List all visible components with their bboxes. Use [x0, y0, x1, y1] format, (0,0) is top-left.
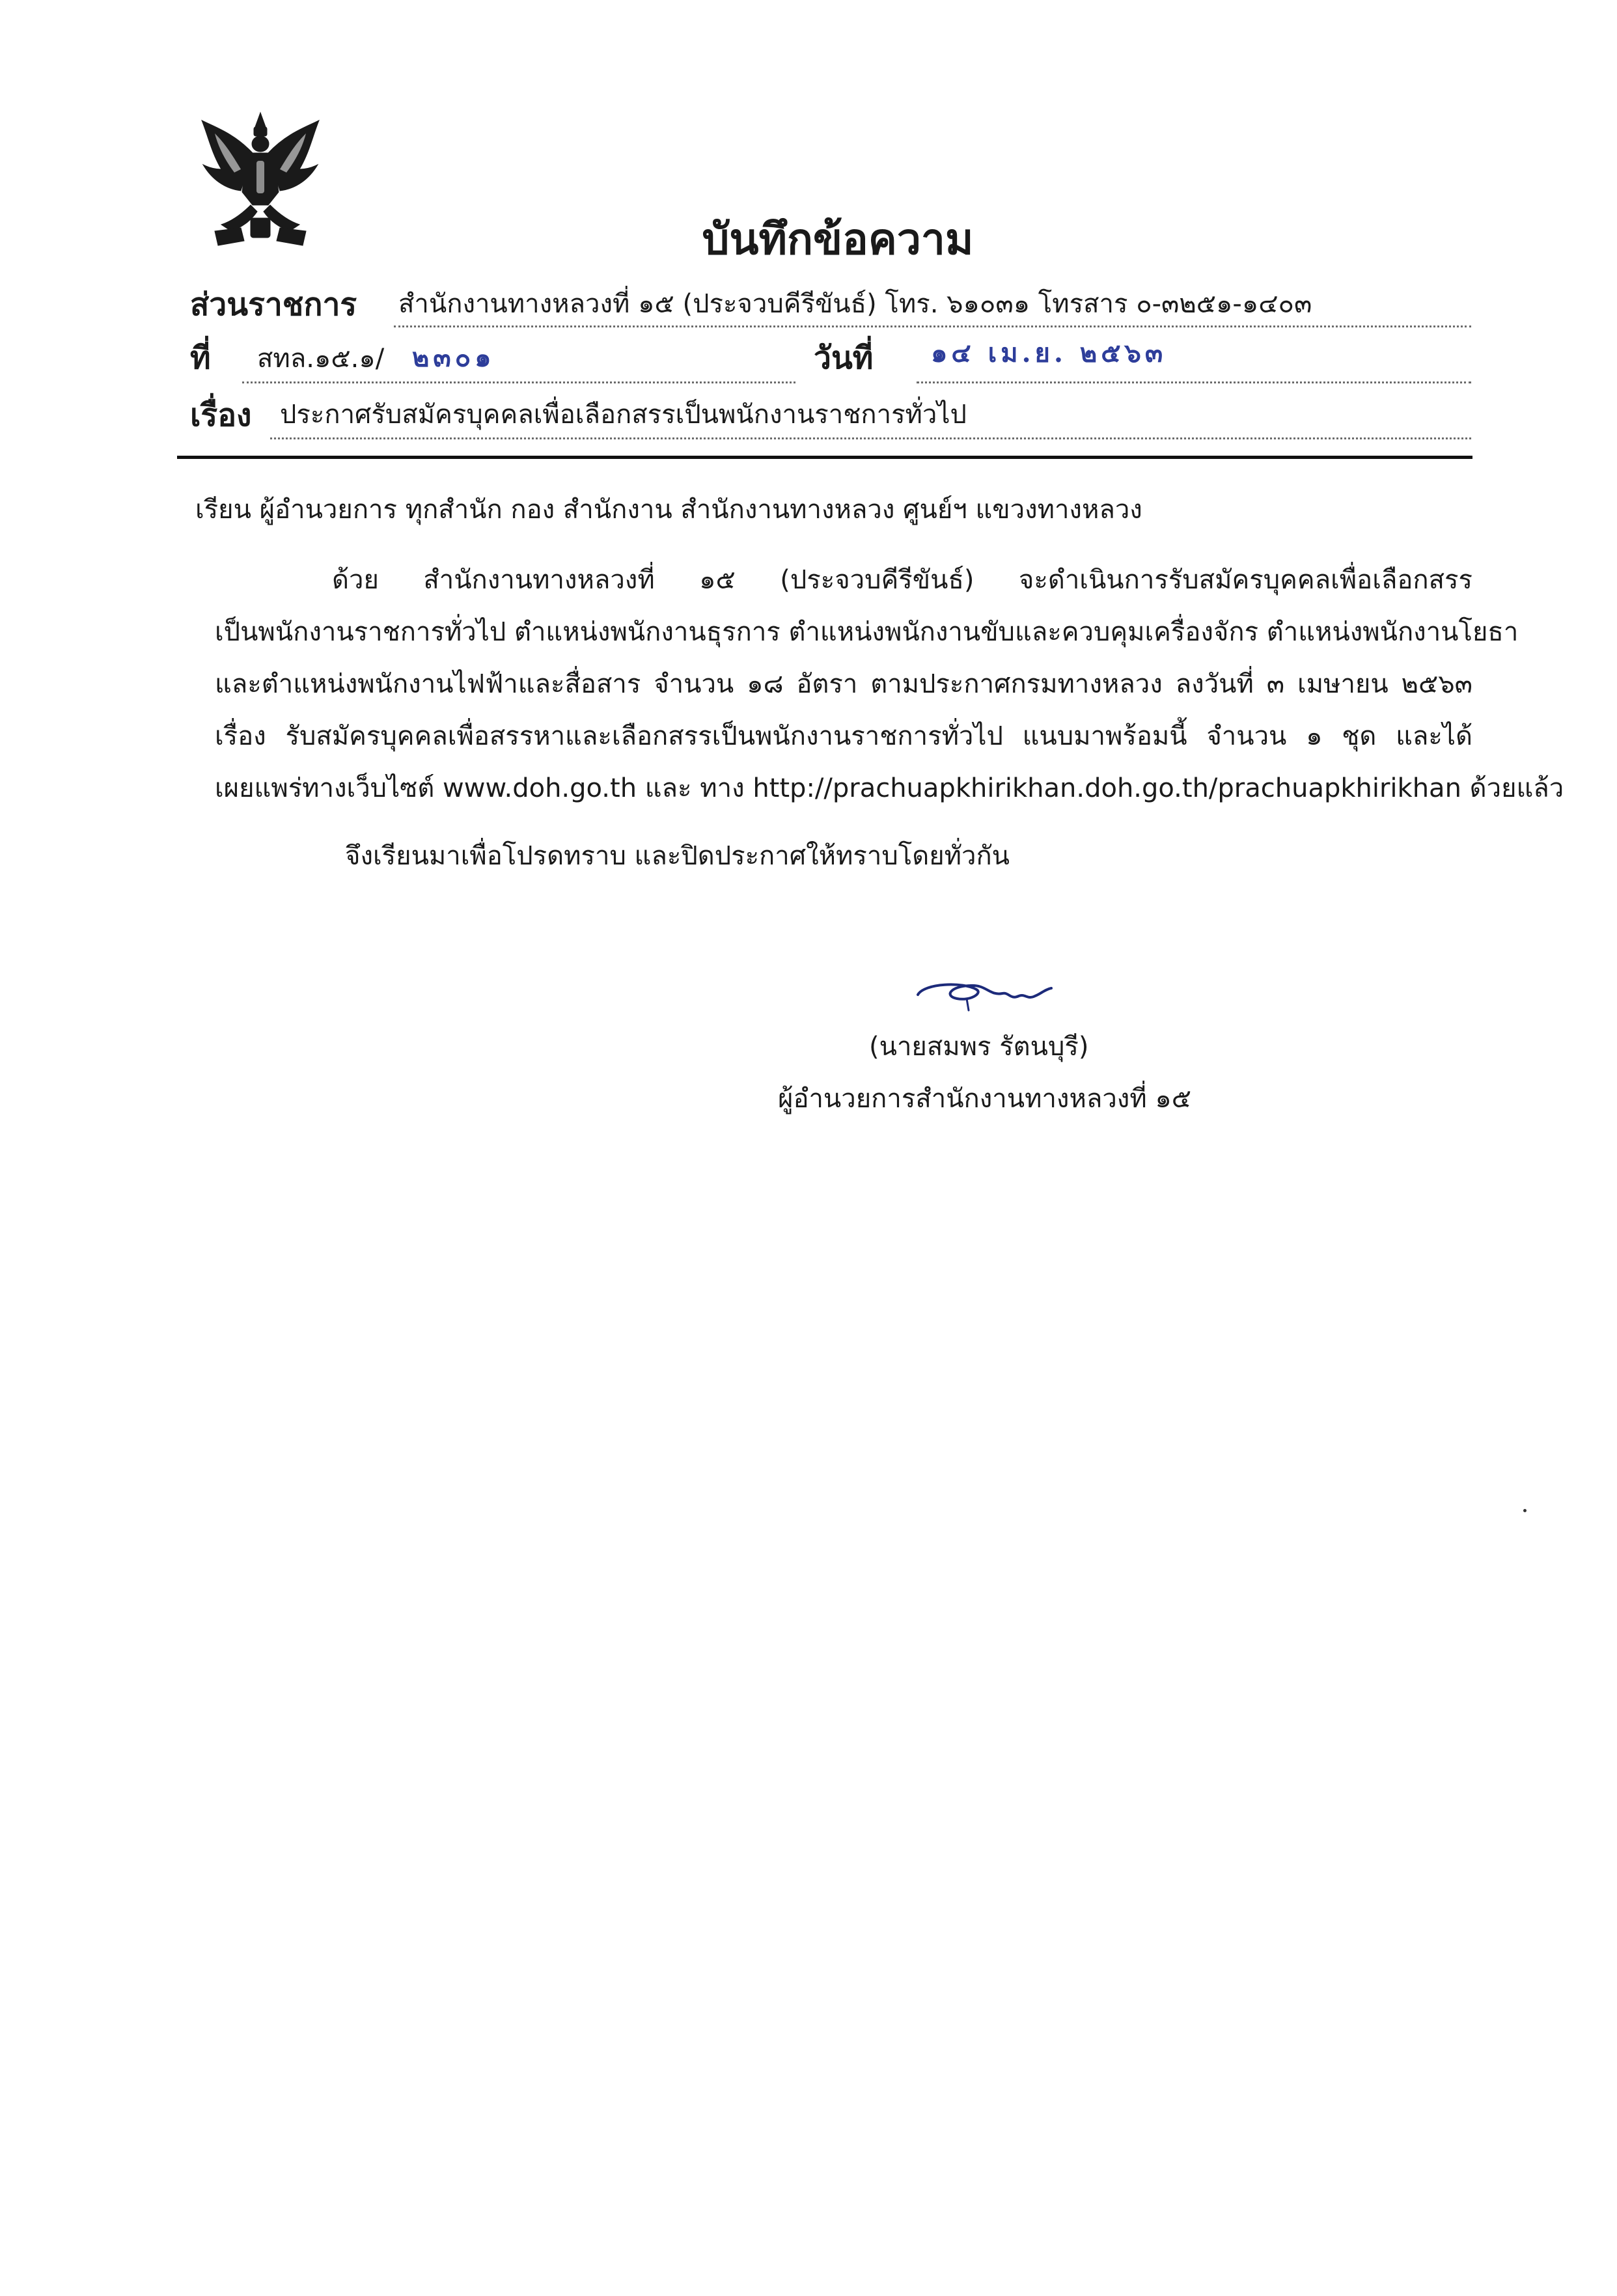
department-value: สำนักงานทางหลวงที่ ๑๕ (ประจวบคีรีขันธ์) โทร. ๖๑๐๓๑ โทรสาร ๐-๓๒๕๑-๑๔๐๓ — [398, 289, 1312, 319]
document-title: บันทึกข้อความ — [702, 214, 974, 264]
subject-dotline — [270, 437, 1471, 439]
ref-prefix: สทล.๑๕.๑/ — [257, 344, 385, 374]
paragraph-line: เผยแพร่ทางเว็บไซต์ www.doh.go.th และ ทาง http://prachuapkhirikhan.doh.go.th/prachuapkhirikhan ด้วยแล้ว — [215, 773, 1564, 803]
signer-name: (นายสมพร รัตนบุรี) — [869, 1032, 1089, 1062]
date-dotline — [917, 381, 1471, 383]
scan-speck — [1523, 1509, 1527, 1512]
ref-number-handwritten: ๒๓๐๑ — [412, 342, 495, 373]
signature-mark — [905, 970, 1074, 1022]
ref-dotline — [242, 381, 795, 383]
signer-position: ผู้อำนวยการสำนักงานทางหลวงที่ ๑๕ — [778, 1084, 1192, 1114]
paragraph-line: เป็นพนักงานราชการทั่วไป ตำแหน่งพนักงานธุรการ ตำแหน่งพนักงานขับและควบคุมเครื่องจักร ตำแหน่งพนักงานโยธา — [215, 617, 1519, 647]
subject-label: เรื่อง — [190, 397, 252, 434]
ref-label: ที่ — [190, 340, 211, 376]
paragraph-line: เรื่อง รับสมัครบุคคลเพื่อสรรหาและเลือกสรรเป็นพนักงานราชการทั่วไป แนบมาพร้อมนี้ จำนวน ๑ ชุด และได้ — [215, 721, 1472, 751]
paragraph-line: และตำแหน่งพนักงานไฟฟ้าและสื่อสาร จำนวน ๑๘ อัตรา ตามประกาศกรมทางหลวง ลงวันที่ ๓ เมษายน ๒๕๖๓ — [215, 669, 1472, 699]
closing-line: จึงเรียนมาเพื่อโปรดทราบ และปิดประกาศให้ทราบโดยทั่วกัน — [345, 841, 1010, 871]
department-dotline — [394, 325, 1471, 327]
date-label: วันที่ — [814, 340, 874, 376]
salutation: เรียน ผู้อำนวยการ ทุกสำนัก กอง สำนักงาน สำนักงานทางหลวง ศูนย์ฯ แขวงทางหลวง — [195, 495, 1142, 525]
header-separator — [177, 456, 1472, 459]
department-label: ส่วนราชการ — [190, 286, 357, 323]
subject-value: ประกาศรับสมัครบุคคลเพื่อเลือกสรรเป็นพนักงานราชการทั่วไป — [280, 400, 967, 430]
paragraph-line: ด้วย สำนักงานทางหลวงที่ ๑๕ (ประจวบคีรีขันธ์) จะดำเนินการรับสมัครบุคคลเพื่อเลือกสรร — [332, 565, 1472, 595]
date-value-handwritten: ๑๔ เม.ย. ๒๕๖๓ — [931, 338, 1167, 368]
